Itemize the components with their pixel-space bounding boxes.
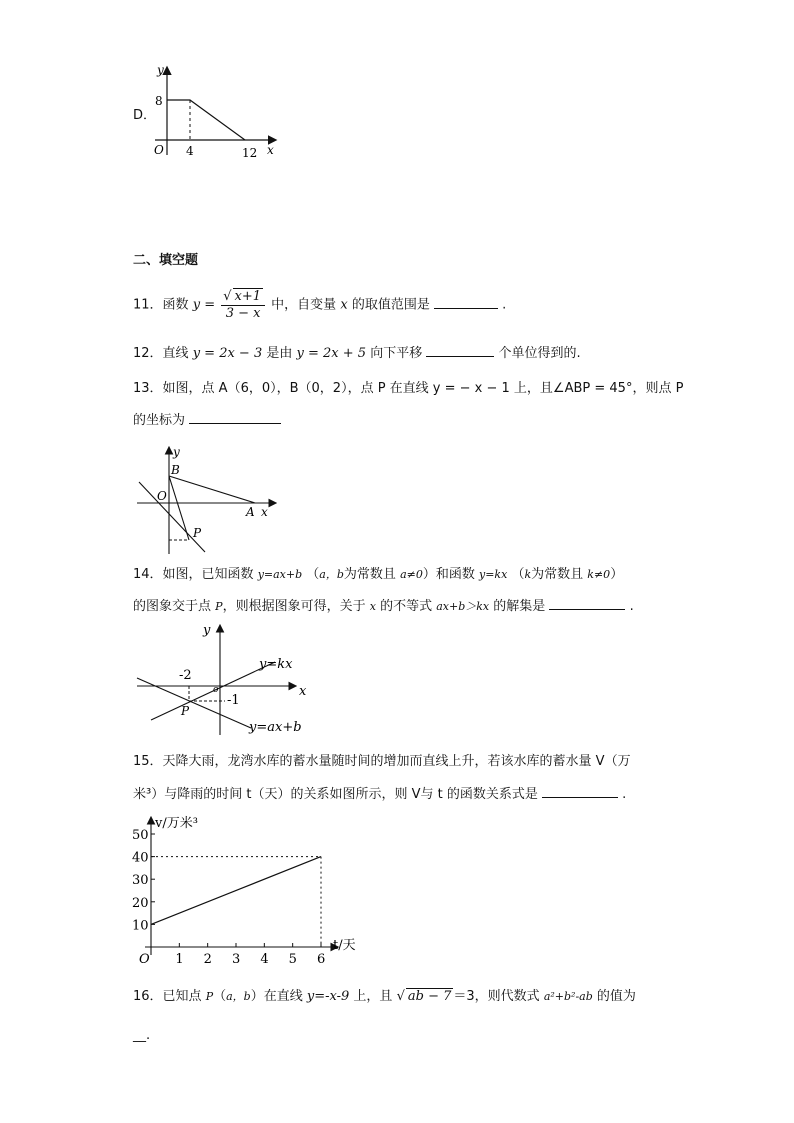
q13-line2-text: 的坐标为 xyxy=(133,413,186,428)
q14-x: x xyxy=(369,600,376,613)
q11-fraction: $\frac{√ x+1}{3 - x}$ xyxy=(221,288,265,322)
q12-middle: 是由 xyxy=(266,346,293,361)
chart-y-tick-label: 20 xyxy=(132,895,149,911)
q14-answer-blank[interactable] xyxy=(549,595,625,610)
label-minus1: -1 xyxy=(227,693,240,708)
question-16-line1: 16．已知点 P（a，b）在直线 y=-x-9 上，且 √ ab − 7 ＝3，则代数式 a²+b²-ab 的值为 xyxy=(133,989,636,1004)
label-B: B xyxy=(171,463,180,477)
q11-suffix2: 的取值范围是 xyxy=(351,297,430,313)
q11-denominator: 3 − x xyxy=(225,306,261,321)
chart-y-tick-label: 30 xyxy=(132,873,149,889)
q16-text-f: 的值为 xyxy=(596,989,636,1004)
question-14-line2 xyxy=(133,595,634,617)
q14-text-c: 为常数且 xyxy=(343,567,396,582)
q16-P: P xyxy=(205,990,214,1003)
q11-end: . xyxy=(502,297,507,313)
q14-f2: y=kx xyxy=(479,568,508,581)
function-line xyxy=(167,100,245,140)
q13-graph xyxy=(133,442,283,557)
q12-prefix: 12．直线 xyxy=(133,346,189,361)
chart-x-tick-label: 6 xyxy=(317,952,326,967)
q14-cond2: k≠0 xyxy=(587,568,611,581)
q14-text-e: （ xyxy=(511,567,525,582)
label-y: y xyxy=(203,623,211,638)
chart-y-tick-label: 10 xyxy=(132,918,149,934)
q16-text-c: ）在直线 xyxy=(250,989,303,1004)
line-y-neg-x-minus-1 xyxy=(139,482,205,552)
q14-graph xyxy=(133,620,313,740)
question-16-line2: __. xyxy=(133,1028,151,1043)
line-ab xyxy=(169,476,255,503)
q16-text-b: （ xyxy=(213,989,227,1004)
chart-x-tick-label: 5 xyxy=(288,952,297,967)
q16-line: y=-x-9 xyxy=(306,989,350,1004)
q16-text-e: ＝3，则代数式 xyxy=(453,989,540,1004)
question-15-line2 xyxy=(133,783,626,805)
section-title: 二、填空题 xyxy=(133,253,199,268)
label-P: P xyxy=(181,704,190,718)
option-d-label: D． xyxy=(133,108,157,123)
question-13-line2 xyxy=(133,409,281,431)
q15-answer-blank[interactable] xyxy=(542,783,618,798)
q14-end: . xyxy=(629,599,634,614)
chart-x-tick-label: 2 xyxy=(203,952,212,967)
q15-end: . xyxy=(622,787,627,802)
line-bp xyxy=(169,476,189,540)
q11-y: y xyxy=(192,297,201,313)
q16-ab: a，b xyxy=(226,990,251,1003)
q11-var: x xyxy=(340,297,348,313)
q14-ineq: ax+b＞kx xyxy=(436,600,490,613)
q16-radicand: ab − 7 xyxy=(407,989,452,1004)
label-P: P xyxy=(193,526,202,540)
label-O: O xyxy=(157,489,167,503)
option-d-graph xyxy=(150,60,285,165)
q13-answer-blank[interactable] xyxy=(189,409,281,424)
chart-y-tick-label: 40 xyxy=(132,850,149,866)
chart-x-tick-label: 4 xyxy=(260,952,269,967)
q14-P: P xyxy=(215,600,223,613)
label-x: x xyxy=(299,684,307,699)
q11-answer-blank[interactable] xyxy=(434,294,498,309)
q14-text-k: 的解集是 xyxy=(493,599,546,614)
question-11 xyxy=(133,288,506,322)
y-value-label: 8 xyxy=(155,94,163,108)
x-tick-12: 12 xyxy=(242,146,258,160)
chart-x-tick-label: 1 xyxy=(175,952,184,967)
question-13-line1: 13．如图，点 A（6，0），B（0，2），点 P 在直线 y = − x − 1 上，且∠ABP = 45°，则点 P xyxy=(133,381,684,396)
q14-text-g: ） xyxy=(610,567,624,582)
origin-label: O xyxy=(154,143,164,157)
q12-answer-blank[interactable] xyxy=(426,342,494,357)
chart-x-label: t/天 xyxy=(333,938,356,953)
q11-eq: = xyxy=(204,297,216,313)
q14-text-d: ）和函数 xyxy=(422,567,475,582)
q15-chart xyxy=(125,812,356,970)
q11-prefix: 11．函数 xyxy=(133,297,189,313)
chart-origin-label: O xyxy=(139,952,150,967)
q14-text-h: 的图象交于点 xyxy=(133,599,212,614)
question-12 xyxy=(133,342,581,364)
q15-line2-text: 米³）与降雨的时间 t（天）的关系如图所示，则 V与 t 的函数关系式是 xyxy=(133,787,538,802)
q14-cond1: a≠0 xyxy=(400,568,423,581)
chart-x-tick-label: 3 xyxy=(232,952,241,967)
label-A: A xyxy=(246,505,255,519)
chart-y-tick-label: 50 xyxy=(132,828,149,843)
q14-k: k xyxy=(524,568,532,581)
q12-line1: y = 2x − 3 xyxy=(192,346,263,361)
q16-text-d: 上，且 xyxy=(353,989,393,1004)
question-15-line1: 15．天降大雨，龙湾水库的蓄水量随时间的增加而直线上升，若该水库的蓄水量 V（万 xyxy=(133,754,631,769)
q11-suffix: 中，自变量 xyxy=(271,297,337,313)
q14-text-j: 的不等式 xyxy=(380,599,433,614)
label-x: x xyxy=(261,505,268,519)
x-tick-4: 4 xyxy=(186,144,194,158)
q14-text-i: ，则根据图象可得，关于 xyxy=(222,599,366,614)
q14-text-a: 14．如图，已知函数 xyxy=(133,567,254,582)
q12-suffix: 向下平移 xyxy=(370,346,423,361)
chart-series-line xyxy=(151,857,321,925)
q14-text-f: 为常数且 xyxy=(531,567,584,582)
q16-text-a: 16．已知点 xyxy=(133,989,202,1004)
label-minus2: -2 xyxy=(179,668,192,683)
label-kx: y=kx xyxy=(259,657,293,672)
q16-expr: a²+b²-ab xyxy=(543,990,593,1003)
label-o: o xyxy=(213,685,219,695)
q14-ab: a，b xyxy=(319,568,344,581)
x-axis-label: x xyxy=(267,143,274,157)
label-axb: y=ax+b xyxy=(249,720,302,735)
chart-y-label: v/万米³ xyxy=(155,816,198,831)
q14-f1: y=ax+b xyxy=(257,568,303,581)
q11-numerator: x+1 xyxy=(234,289,262,304)
q12-line2: y = 2x + 5 xyxy=(296,346,367,361)
q12-end: 个单位得到的. xyxy=(498,346,581,361)
question-14-line1 xyxy=(133,565,623,585)
y-axis-label: y xyxy=(157,63,164,77)
q14-text-b: （ xyxy=(306,567,320,582)
label-y: y xyxy=(173,445,180,459)
